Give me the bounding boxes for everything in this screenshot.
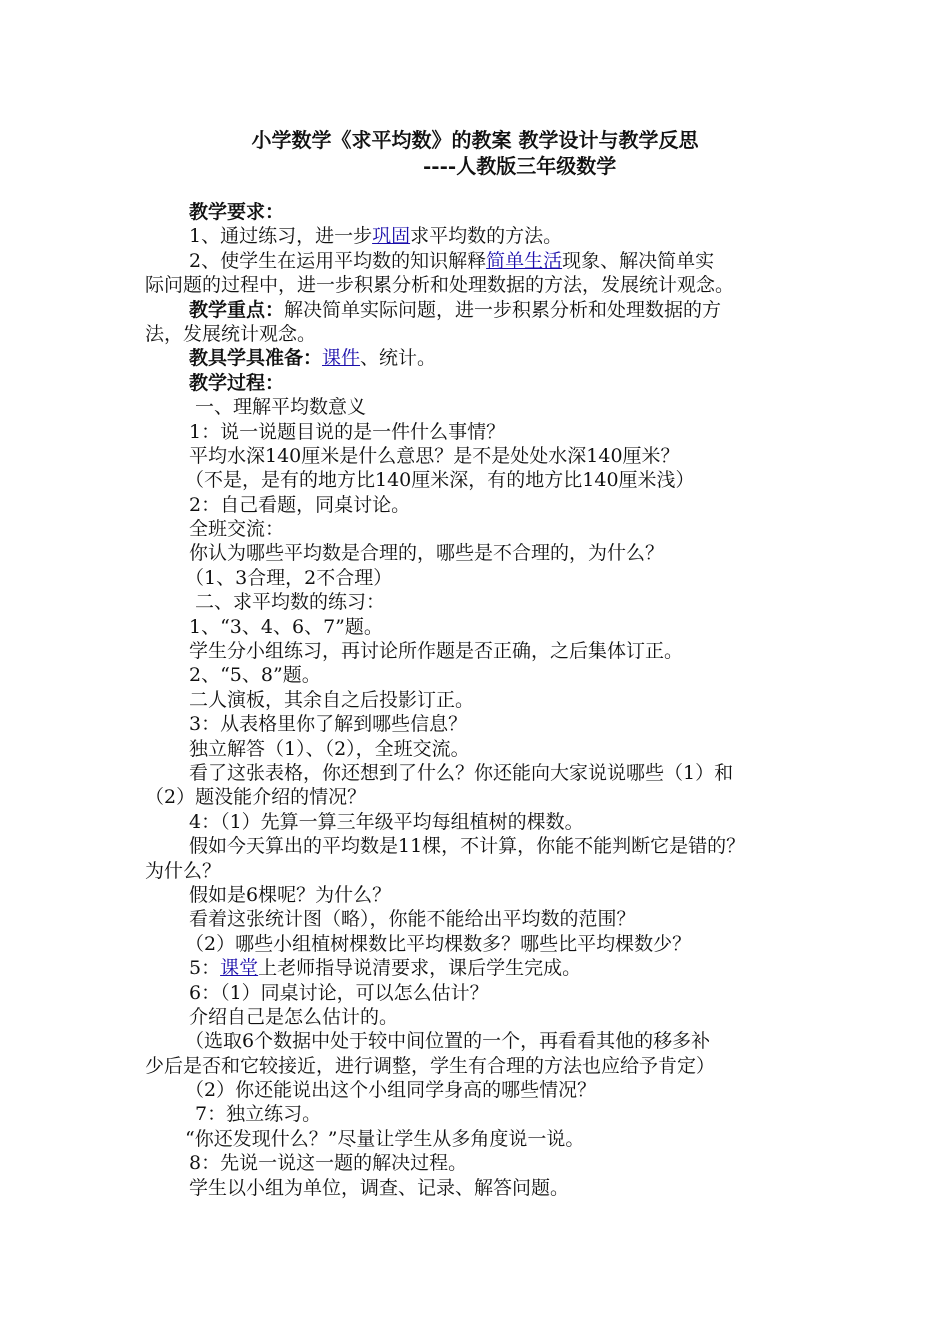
paragraph: 看了这张表格，你还想到了什么？你还能向大家说说哪些（1）和 <box>189 761 734 784</box>
paragraph: 8：先说一说这一题的解决过程。 <box>189 1152 468 1175</box>
paragraph: （2）你还能说出这个小组同学身高的哪些情况？ <box>185 1079 597 1102</box>
paragraph: 二人演板，其余自之后投影订正。 <box>189 688 475 711</box>
section-heading: 二、求平均数的练习： <box>195 591 386 614</box>
heading-tools: 教具学具准备： <box>189 347 323 370</box>
paragraph: “你还发现什么？”尽量让学生从多角度说一说。 <box>185 1127 585 1150</box>
paragraph: 学生分小组练习，再讨论所作题是否正确，之后集体订正。 <box>189 640 684 663</box>
paragraph: 1：说一说题目说的是一件什么事情？ <box>189 420 506 443</box>
link-simple-life[interactable]: 简单生活 <box>486 249 563 272</box>
paragraph: 7：独立练习。 <box>195 1103 322 1126</box>
paragraph: 看着这张统计图（略），你能不能给出平均数的范围？ <box>189 908 636 931</box>
paragraph: 学生以小组为单位，调查、记录、解答问题。 <box>189 1176 570 1199</box>
document-title: 小学数学《求平均数》的教案 教学设计与教学反思 <box>251 128 699 152</box>
paragraph: 介绍自己是怎么估计的。 <box>189 1005 399 1028</box>
paragraph: （不是，是有的地方比140厘米深，有的地方比140厘米浅） <box>185 469 695 492</box>
text: 5： <box>189 957 221 980</box>
link-courseware[interactable]: 课件 <box>322 347 361 370</box>
paragraph <box>145 346 825 370</box>
text: 求平均数的方法。 <box>410 225 563 248</box>
paragraph: 为什么？ <box>145 859 222 882</box>
heading-key-points: 教学重点： <box>189 298 285 321</box>
paragraph: 你认为哪些平均数是合理的，哪些是不合理的，为什么？ <box>189 542 665 565</box>
link-classroom[interactable]: 课堂 <box>220 957 259 980</box>
paragraph <box>145 956 825 980</box>
paragraph: 1、“3、4、6、7”题。 <box>189 615 383 638</box>
text: 、统计。 <box>360 347 437 370</box>
paragraph: （1、3合理，2不合理） <box>185 566 393 589</box>
heading-requirements: 教学要求： <box>189 201 285 223</box>
paragraph: 少后是否和它较接近，进行调整，学生有合理的方法也应给予肯定） <box>145 1054 716 1077</box>
text: 上老师指导说清要求，课后学生完成。 <box>258 957 582 980</box>
link-consolidate[interactable]: 巩固 <box>372 225 411 248</box>
paragraph: 平均水深140厘米是什么意思？是不是处处水深140厘米？ <box>189 444 680 467</box>
paragraph: 2：自己看题，同桌讨论。 <box>189 493 411 516</box>
paragraph: （选取6个数据中处于较中间位置的一个，再看看其他的移多补 <box>185 1030 711 1053</box>
paragraph: 6：（1）同桌讨论，可以怎么估计？ <box>189 981 489 1004</box>
document-body <box>145 200 825 1200</box>
paragraph: 2、“5、8”题。 <box>189 664 321 687</box>
paragraph: （2）题没能介绍的情况？ <box>145 786 367 809</box>
paragraph <box>145 249 825 273</box>
text: 1、通过练习，进一步 <box>189 225 373 248</box>
paragraph: 际问题的过程中，进一步积累分析和处理数据的方法，发展统计观念。 <box>145 274 735 297</box>
paragraph: 法，发展统计观念。 <box>145 322 317 345</box>
paragraph <box>145 224 825 248</box>
section-heading: 一、理解平均数意义 <box>195 396 367 419</box>
paragraph: 3：从表格里你了解到哪些信息？ <box>189 713 468 736</box>
text: 现象、解决简单实 <box>562 249 715 272</box>
text: 解决简单实际问题，进一步积累分析和处理数据的方 <box>284 298 722 321</box>
paragraph: 假如是6棵呢？为什么？ <box>189 883 392 906</box>
paragraph: 4：（1）先算一算三年级平均每组植树的棵数。 <box>189 810 584 833</box>
text: 2、使学生在运用平均数的知识解释 <box>189 249 487 272</box>
document-subtitle: ----人教版三年级数学 <box>423 154 617 178</box>
paragraph: （2）哪些小组植树棵数比平均棵数多？哪些比平均棵数少？ <box>185 932 692 955</box>
paragraph: 全班交流： <box>189 518 285 541</box>
paragraph: 独立解答（1）、（2），全班交流。 <box>189 737 470 760</box>
paragraph <box>145 298 825 322</box>
heading-process: 教学过程： <box>189 371 285 394</box>
paragraph <box>145 371 825 395</box>
paragraph: 假如今天算出的平均数是11棵，不计算，你能不能判断它是错的？ <box>189 835 746 858</box>
paragraph <box>145 200 825 224</box>
